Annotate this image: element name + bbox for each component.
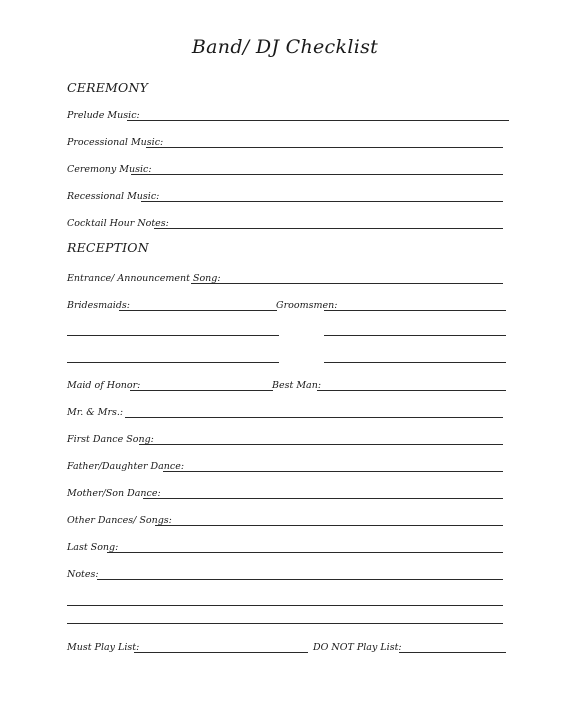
bridesmaids-line-3[interactable] bbox=[67, 362, 279, 363]
mother-son-dance-label: Mother/Son Dance: bbox=[67, 488, 161, 499]
notes-line-2[interactable] bbox=[67, 605, 503, 606]
processional-music-label: Processional Music: bbox=[67, 137, 164, 148]
field-first-dance-song bbox=[67, 430, 503, 446]
do-not-play-list-line[interactable] bbox=[399, 652, 506, 653]
notes-label: Notes: bbox=[67, 569, 99, 580]
recessional-music-line[interactable] bbox=[141, 201, 503, 202]
field-mother-son-dance bbox=[67, 484, 503, 500]
field-last-song bbox=[67, 538, 503, 554]
field-best-man bbox=[272, 376, 506, 392]
cocktail-hour-notes-line[interactable] bbox=[154, 228, 503, 229]
groomsmen-label: Groomsmen: bbox=[276, 300, 338, 311]
field-maid-of-honor bbox=[67, 376, 273, 392]
ceremony-heading: CEREMONY bbox=[67, 80, 149, 95]
first-dance-song-label: First Dance Song: bbox=[67, 434, 154, 445]
notes-line-1[interactable] bbox=[97, 579, 503, 580]
groomsmen-line-3[interactable] bbox=[324, 362, 506, 363]
bridesmaids-line-1[interactable] bbox=[119, 310, 277, 311]
entrance-song-label: Entrance/ Announcement Song: bbox=[67, 273, 221, 284]
last-song-line[interactable] bbox=[107, 552, 503, 553]
reception-heading: RECEPTION bbox=[67, 240, 149, 255]
mother-son-dance-line[interactable] bbox=[143, 498, 503, 499]
do-not-play-list-label: DO NOT Play List: bbox=[313, 642, 402, 653]
field-other-dances-songs bbox=[67, 511, 503, 527]
father-daughter-dance-label: Father/Daughter Dance: bbox=[67, 461, 185, 472]
father-daughter-dance-line[interactable] bbox=[163, 471, 503, 472]
other-dances-songs-label: Other Dances/ Songs: bbox=[67, 515, 172, 526]
mr-mrs-line[interactable] bbox=[125, 417, 503, 418]
other-dances-songs-line[interactable] bbox=[155, 525, 503, 526]
field-cocktail-hour-notes bbox=[67, 214, 503, 230]
recessional-music-label: Recessional Music: bbox=[67, 191, 160, 202]
first-dance-song-line[interactable] bbox=[139, 444, 503, 445]
field-must-play-list bbox=[67, 638, 308, 654]
processional-music-line[interactable] bbox=[146, 147, 503, 148]
groomsmen-line-1[interactable] bbox=[324, 310, 506, 311]
last-song-label: Last Song: bbox=[67, 542, 119, 553]
best-man-line[interactable] bbox=[317, 390, 506, 391]
entrance-song-line[interactable] bbox=[191, 283, 503, 284]
field-entrance-song bbox=[67, 269, 503, 285]
field-prelude-music bbox=[67, 106, 509, 122]
maid-of-honor-label: Maid of Honor: bbox=[67, 380, 141, 391]
cocktail-hour-notes-label: Cocktail Hour Notes: bbox=[67, 218, 169, 229]
prelude-music-label: Prelude Music: bbox=[67, 110, 140, 121]
notes-line-3[interactable] bbox=[67, 623, 503, 624]
maid-of-honor-line[interactable] bbox=[130, 390, 273, 391]
field-do-not-play-list bbox=[313, 638, 506, 654]
field-bridesmaids bbox=[67, 296, 277, 312]
ceremony-music-line[interactable] bbox=[131, 174, 503, 175]
field-groomsmen bbox=[276, 296, 506, 312]
bridesmaids-line-2[interactable] bbox=[67, 335, 279, 336]
field-ceremony-music bbox=[67, 160, 503, 176]
bridesmaids-label: Bridesmaids: bbox=[67, 300, 131, 311]
ceremony-music-label: Ceremony Music: bbox=[67, 164, 152, 175]
must-play-list-label: Must Play List: bbox=[67, 642, 140, 653]
field-recessional-music bbox=[67, 187, 503, 203]
must-play-list-line[interactable] bbox=[134, 652, 308, 653]
field-processional-music bbox=[67, 133, 503, 149]
best-man-label: Best Man: bbox=[272, 380, 322, 391]
prelude-music-line[interactable] bbox=[127, 120, 509, 121]
mr-mrs-label: Mr. & Mrs.: bbox=[67, 407, 124, 418]
page-title: Band/ DJ Checklist bbox=[191, 36, 379, 58]
field-father-daughter-dance bbox=[67, 457, 503, 473]
groomsmen-line-2[interactable] bbox=[324, 335, 506, 336]
field-mr-mrs bbox=[67, 403, 503, 419]
field-notes bbox=[67, 565, 503, 581]
